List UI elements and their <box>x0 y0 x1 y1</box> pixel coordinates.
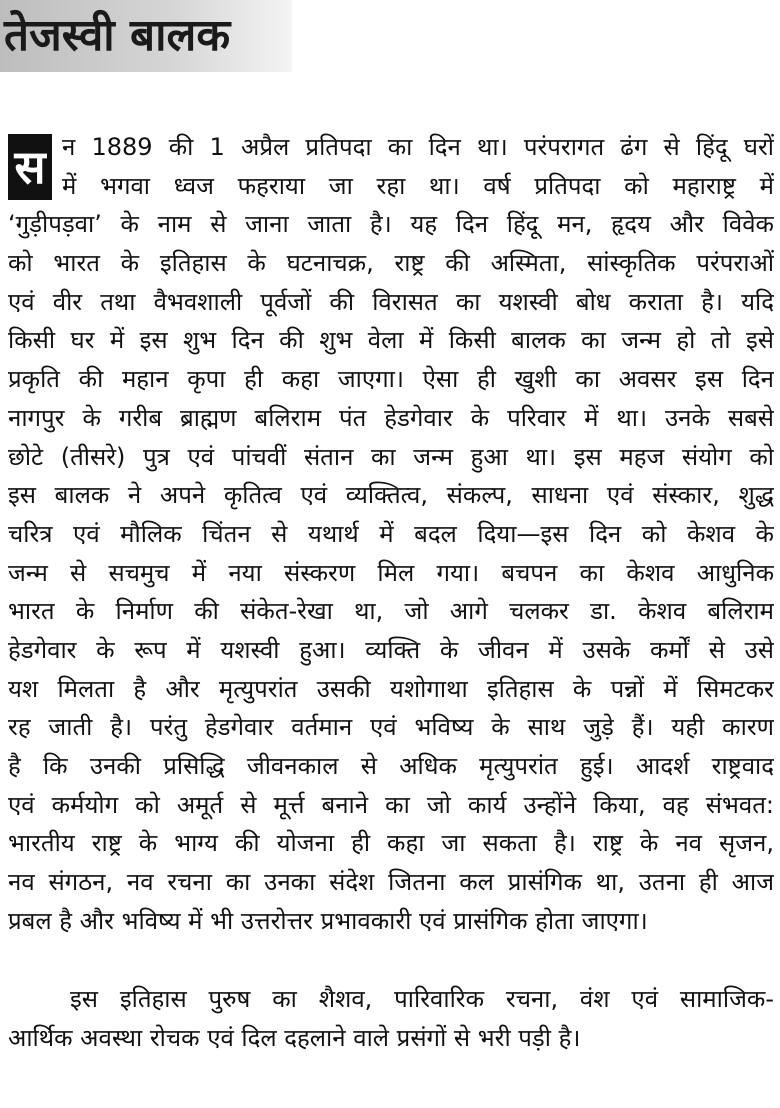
text-line: भारतीय राष्ट्र के भाग्य की योजना ही कहा जा सकता है। राष्ट्र के नव सृजन, <box>8 829 774 858</box>
text-line: यश मिलता है और मृत्युपरांत उसकी यशोगाथा इतिहास के पन्नों में सिमटकर <box>8 674 774 703</box>
text-line: किसी घर में इस शुभ दिन की शुभ वेला में किसी बालक का जन्म हो तो इसे <box>8 326 774 355</box>
text-line: इस बालक ने अपने कृतित्व एवं व्यक्तित्व, संकल्प, साधना एवं संस्कार, शुद्ध <box>8 481 774 510</box>
chapter-body <box>8 128 774 1058</box>
text-line: छोटे (तीसरे) पुत्र एवं पांचवीं संतान का जन्म हुआ था। इस महज संयोग को <box>8 442 774 471</box>
text-line: आर्थिक अवस्था रोचक एवं दिल दहलाने वाले प्रसंगों से भरी पड़ी है। <box>8 1024 581 1053</box>
text-line: नागपुर के गरीब ब्राह्मण बलिराम पंत हेडगेवार के परिवार में था। उनके सबसे <box>8 403 774 432</box>
text-line: प्रबल है और भविष्य में भी उत्तरोत्तर प्रभावकारी एवं प्रासंगिक होता जाएगा। <box>8 906 648 935</box>
text-line: भारत के निर्माण की संकेत-रेखा था, जो आगे चलकर डा. केशव बलिराम <box>8 597 774 626</box>
text-line: जन्म से सचमुच में नया संस्करण मिल गया। बचपन का केशव आधुनिक <box>8 558 774 587</box>
text-line: को भारत के इतिहास के घटनाचक्र, राष्ट्र की अस्मिता, सांस्कृतिक परंपराओं <box>8 249 774 278</box>
text-line: नव संगठन, नव रचना का उनका संदेश जितना कल प्रासंगिक था, उतना ही आज <box>8 868 774 897</box>
chapter-title: तेजस्वी बालक <box>4 10 231 61</box>
text-line: न 1889 की 1 अप्रैल प्रतिपदा का दिन था। परंपरागत ढंग से हिंदू घरों <box>62 133 774 161</box>
text-line: प्रकृति की महान कृपा ही कहा जाएगा। ऐसा ही खुशी का अवसर इस दिन <box>8 365 774 394</box>
paragraph-2 <box>8 980 774 1057</box>
text-line: एवं वीर तथा वैभवशाली पूर्वजों की विरासत का यशस्वी बोध कराता है। यदि <box>8 287 774 316</box>
text-line: ‘गुड़ीपड़वा’ के नाम से जाना जाता है। यह दिन हिंदू मन, हृदय और विवेक <box>8 210 774 239</box>
text-line: चरित्र एवं मौलिक चिंतन से यथार्थ में बदल दिया—इस दिन को केशव के <box>8 519 774 548</box>
text-line: इस इतिहास पुरुष का शैशव, पारिवारिक रचना, वंश एवं सामाजिक- <box>70 985 774 1014</box>
paragraph-gap <box>8 940 774 980</box>
paragraph-1 <box>8 128 774 940</box>
text-line: रह जाती है। परंतु हेडगेवार वर्तमान एवं भविष्य के साथ जुड़े हैं। यही कारण <box>8 713 774 742</box>
text-line: हेडगेवार के रूप में यशस्वी हुआ। व्यक्ति के जीवन में उसके कर्मों से उसे <box>8 635 774 664</box>
text-line: है कि उनकी प्रसिद्धि जीवनकाल से अधिक मृत्युपरांत हुई। आदर्श राष्ट्रवाद <box>8 752 774 780</box>
text-line: में भगवा ध्वज फहराया जा रहा था। वर्ष प्रतिपदा को महाराष्ट्र में <box>62 171 774 200</box>
drop-cap: स <box>14 140 46 194</box>
text-line: एवं कर्मयोग को अमूर्त से मूर्त्त बनाने का जो कार्य उन्होंने किया, वह संभवत: <box>8 790 774 819</box>
